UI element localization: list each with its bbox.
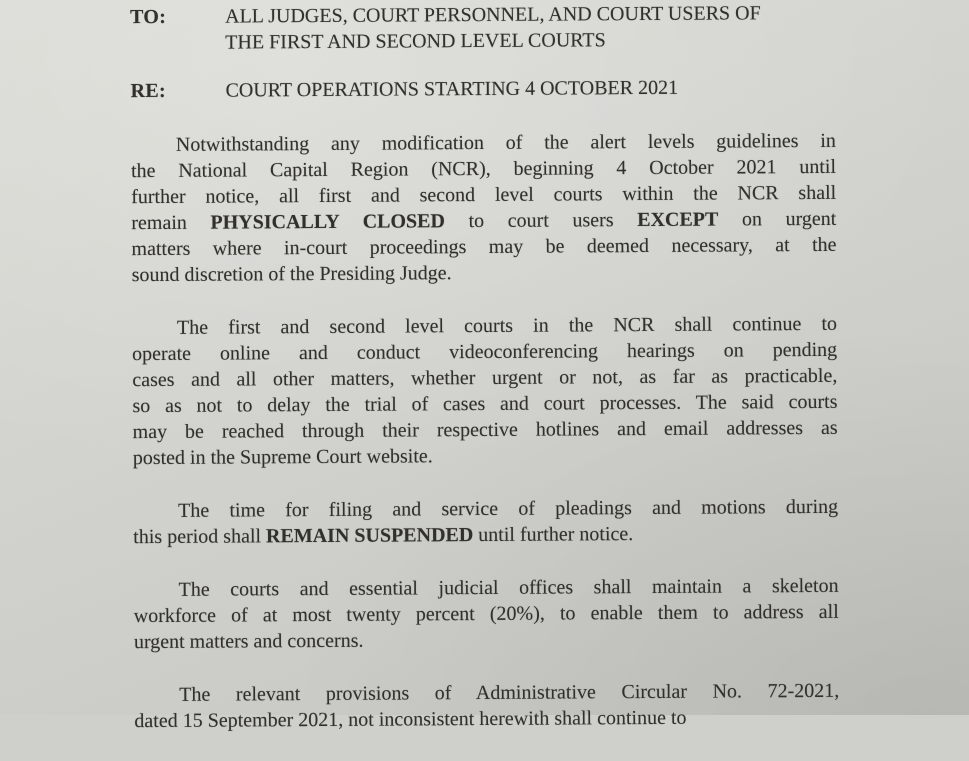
bold-text-segment: PHYSICALLY CLOSED bbox=[210, 210, 445, 234]
re-label: RE: bbox=[130, 79, 166, 103]
text-segment: until further notice. bbox=[473, 523, 634, 547]
text-line bbox=[134, 625, 839, 655]
to-row bbox=[130, 0, 835, 56]
to-value-line-1: ALL JUDGES, COURT PERSONNEL, AND COURT USERS OF bbox=[225, 2, 761, 28]
text-segment: this period shall bbox=[133, 525, 267, 549]
text-segment: The first and second level courts in the NCR shall continue to bbox=[176, 312, 838, 339]
paragraph bbox=[131, 128, 837, 288]
text-line bbox=[132, 258, 837, 288]
text-segment: The relevant provisions of Administrative Circular No. 72-2021, bbox=[179, 679, 840, 706]
text-line bbox=[133, 441, 838, 471]
paragraph bbox=[133, 494, 838, 550]
text-line bbox=[134, 704, 839, 734]
text-segment: so as not to delay the trial of cases and court processes. The said courts bbox=[132, 390, 838, 418]
text-line bbox=[133, 520, 838, 550]
text-line bbox=[134, 599, 839, 629]
text-segment: workforce of at most twenty percent (20%), to enable them to address all bbox=[133, 600, 839, 628]
text-segment: The time for filing and service of pleadings and motions during bbox=[178, 495, 839, 522]
text-segment: the National Capital Region (NCR), beginning 4 October 2021 until bbox=[130, 155, 837, 183]
text-segment: sound discretion of the Presiding Judge. bbox=[131, 262, 452, 287]
paragraph bbox=[132, 311, 838, 471]
re-value: COURT OPERATIONS STARTING 4 OCTOBER 2021 bbox=[225, 76, 679, 102]
text-line bbox=[131, 232, 836, 262]
text-segment: Notwithstanding any modification of the alert levels guidelines in bbox=[175, 129, 836, 156]
text-segment: matters where in-court proceedings may be deemed necessary, at the bbox=[131, 233, 837, 261]
bold-text-segment: REMAIN SUSPENDED bbox=[265, 524, 474, 548]
text-segment: to court users bbox=[444, 209, 638, 233]
text-segment: posted in the Supreme Court website. bbox=[132, 445, 433, 470]
text-segment: dated 15 September 2021, not inconsistent herewith shall continue to bbox=[134, 706, 687, 733]
court-circular-document bbox=[130, 0, 840, 761]
to-value bbox=[225, 0, 835, 56]
text-segment: operate online and conduct videoconferencing hearings on pending bbox=[132, 338, 838, 366]
memo-header bbox=[130, 0, 836, 104]
bold-text-segment: EXCEPT bbox=[637, 208, 719, 232]
to-label: TO: bbox=[130, 5, 167, 29]
text-segment: urgent matters and concerns. bbox=[133, 629, 364, 654]
paragraph bbox=[134, 573, 839, 655]
text-line bbox=[133, 494, 838, 524]
paragraph bbox=[134, 678, 839, 734]
text-segment: cases and all other matters, whether urgent or not, as far as practicable, bbox=[132, 364, 838, 392]
text-segment: further notice, all first and second level courts within the NCR shall bbox=[131, 181, 837, 209]
to-value-line-2: THE FIRST AND SECOND LEVEL COURTS bbox=[225, 29, 606, 54]
text-segment: may be reached through their respective hotlines and email addresses as bbox=[132, 416, 838, 444]
text-line bbox=[134, 678, 839, 708]
text-line bbox=[133, 415, 838, 445]
document-body bbox=[131, 128, 840, 734]
text-segment: remain bbox=[131, 211, 211, 235]
re-row bbox=[130, 74, 835, 104]
text-segment: on urgent bbox=[718, 207, 837, 231]
text-segment: The courts and essential judicial offices shall maintain a skeleton bbox=[178, 574, 839, 601]
